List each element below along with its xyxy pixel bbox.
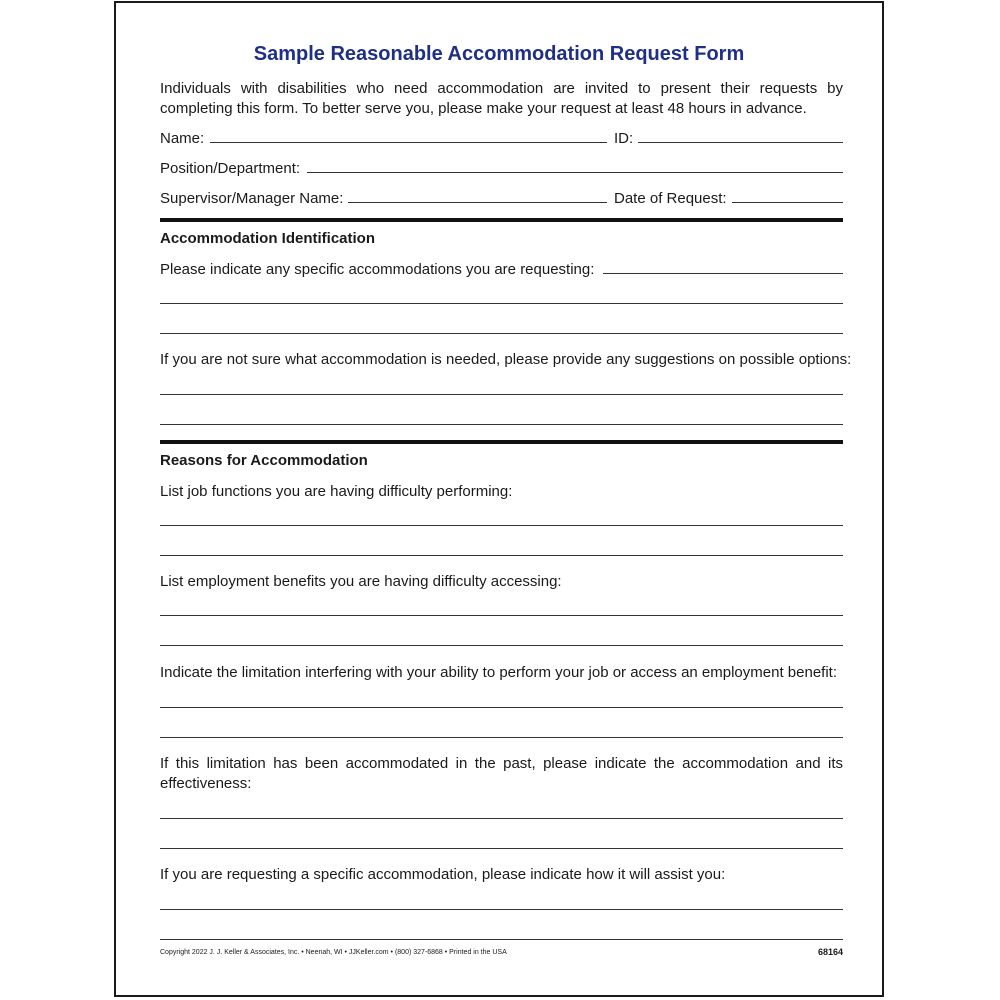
answer-line[interactable] [603,273,843,274]
answer-line[interactable] [160,818,843,819]
form-page [114,1,884,997]
reasons-heading: Reasons for Accommodation [160,452,368,469]
date-label: Date of Request: [614,190,727,207]
answer-line[interactable] [160,424,843,425]
answer-line[interactable] [160,333,843,334]
section-divider [160,218,843,222]
position-field[interactable] [307,172,843,173]
reasons-question-2: List employment benefits you are having difficulty accessing: [160,573,562,590]
answer-line[interactable] [160,737,843,738]
identification-heading: Accommodation Identification [160,230,376,247]
answer-line[interactable] [160,848,843,849]
form-title: Sample Reasonable Accommodation Request Form [253,43,745,65]
position-label: Position/Department: [160,160,301,177]
answer-line[interactable] [160,615,843,616]
reasons-question-3: Indicate the limitation interfering with your ability to perform your job or access an employment benefit: [160,664,837,681]
reasons-question-1: List job functions you are having difficulty performing: [160,483,513,500]
answer-line[interactable] [160,394,843,395]
name-field[interactable] [210,142,607,143]
identification-question-1: Please indicate any specific accommodations you are requesting: [160,261,595,278]
section-divider [160,440,843,444]
reasons-question-4: If this limitation has been accommodated in the past, please indicate the accommodation and its effectiveness: [160,755,843,792]
copyright-text: Copyright 2022 J. J. Keller & Associates, Inc. • Neenah, WI • JJKeller.com • (800) 327-6868 • Printed in the USA [160,949,507,956]
date-field[interactable] [732,202,843,203]
answer-line[interactable] [160,555,843,556]
id-label: ID: [614,130,634,147]
answer-line[interactable] [160,645,843,646]
answer-line[interactable] [160,303,843,304]
answer-line[interactable] [160,939,843,940]
id-field[interactable] [638,142,843,143]
answer-line[interactable] [160,525,843,526]
answer-line[interactable] [160,909,843,910]
intro-text: Individuals with disabilities who need accommodation are invited to present their requests by completing this form. To better serve you, please make your request at least 48 hours in advance. [160,80,843,117]
name-label: Name: [160,130,205,147]
form-code: 68164 [817,947,843,957]
supervisor-field[interactable] [348,202,607,203]
supervisor-label: Supervisor/Manager Name: [160,190,344,207]
answer-line[interactable] [160,707,843,708]
identification-question-2: If you are not sure what accommodation is needed, please provide any suggestions on possible options: [160,351,852,368]
reasons-question-5: If you are requesting a specific accommodation, please indicate how it will assist you: [160,866,726,883]
